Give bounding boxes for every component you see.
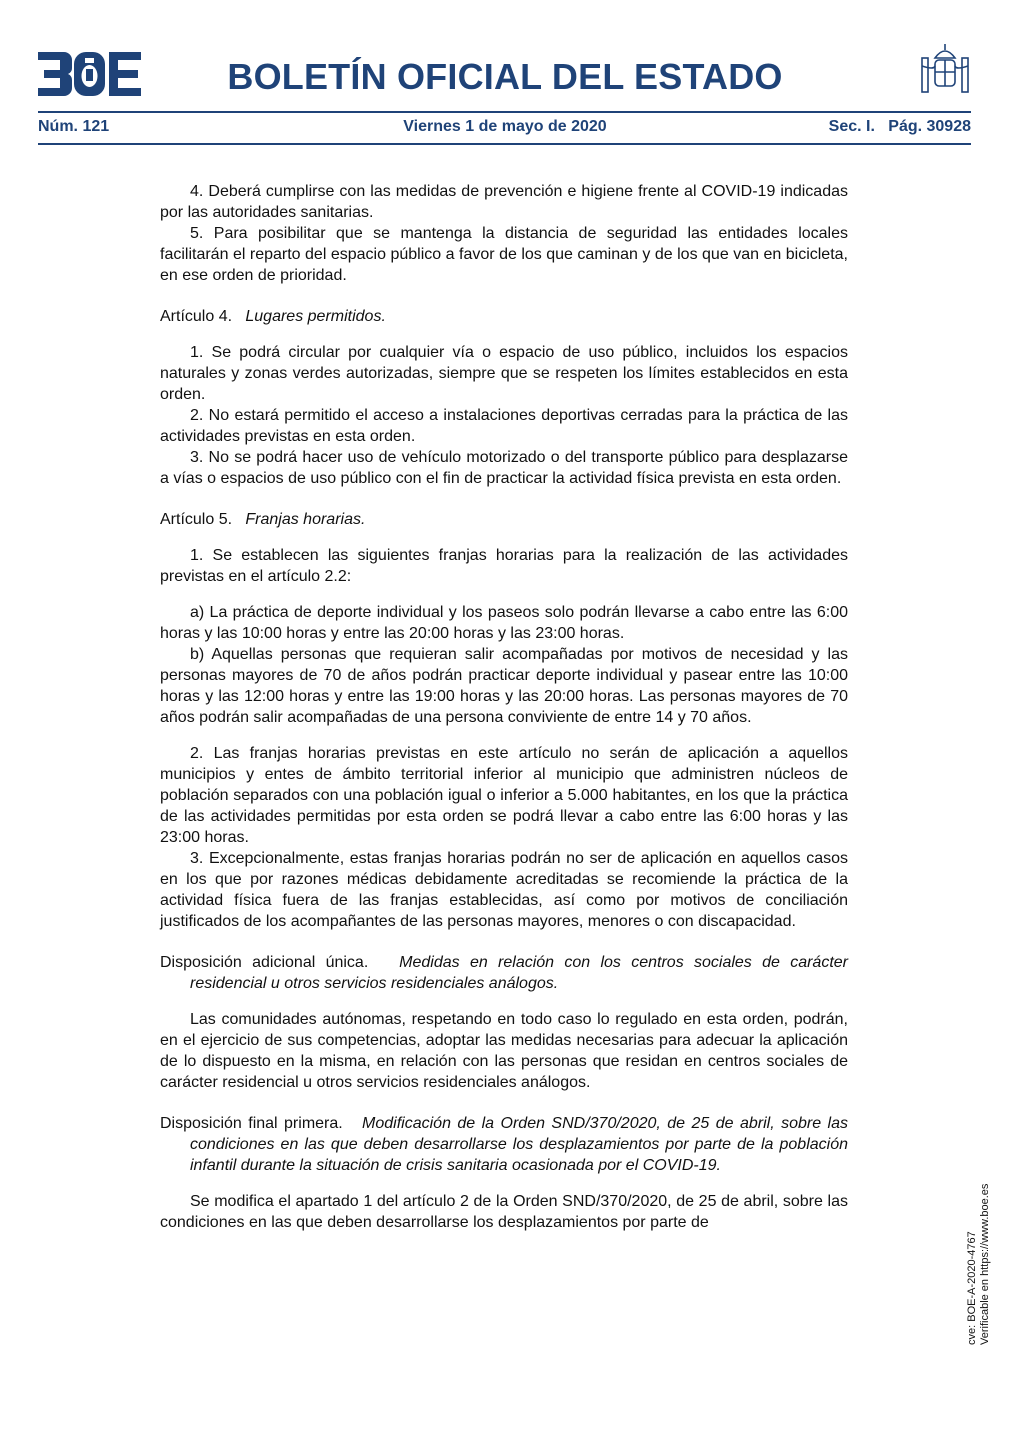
disposition-title: Modificación de la Orden SND/370/2020, de 25 de abril, sobre las condiciones en las que deben desarrollarse los desplazamientos por parte de la población infantil durante la situación de crisis sanitaria ocasionada por el COVID-19. [190,1115,848,1174]
issue-number: Núm. 121 [38,118,110,135]
paragraph: 4. Deberá cumplirse con las medidas de prevención e higiene frente al COVID-19 indicadas por las autoridades sanitarias. [160,183,848,221]
paragraph: 1. Se podrá circular por cualquier vía o espacio de uso público, incluidos los espacios naturales y zonas verdes autorizadas, siempre que se respeten los límites establecidos en esta orden. [160,344,848,403]
article-title: Franjas horarias. [245,511,366,528]
document-body [160,181,848,1233]
disposition-heading [160,952,848,994]
article-heading [160,306,848,327]
paragraph: Las comunidades autónomas, respetando en todo caso lo regulado en esta orden, podrán, en el ejercicio de sus competencias, adoptar las medidas necesarias para adecuar la aplicación de lo dispuesto en la misma, en relación con las personas que residan en centros sociales de carácter residencial u otros servicios residenciales análogos. [160,1011,848,1091]
page-number: Pág. 30928 [888,118,971,135]
paragraph: 1. Se establecen las siguientes franjas horarias para la realización de las actividades previstas en el artículo 2.2: [160,547,848,585]
paragraph: a) La práctica de deporte individual y los paseos solo podrán llevarse a cabo entre las 6:00 horas y las 10:00 horas y entre las 20:00 horas y las 23:00 horas. [160,604,848,642]
article-heading [160,509,848,530]
header-rule-bottom [38,143,971,145]
article-title: Lugares permitidos. [245,308,386,325]
article-label: Artículo 5. [160,511,233,528]
paragraph: b) Aquellas personas que requieran salir acompañadas por motivos de necesidad y las personas mayores de 70 de años podrán practicar deporte individual y pasear entre las 10:00 horas y las 12:00 horas y entre las 19:00 horas y las 20:00 horas. Las personas mayores de 70 años podrán salir acompañadas de una persona conviviente de entre 14 y 70 años. [160,646,848,726]
paragraph: 5. Para posibilitar que se mantenga la distancia de seguridad las entidades locales facilitarán el reparto del espacio público a favor de los que caminan y de los que van en bicicleta, en ese orden de prioridad. [160,225,848,284]
disposition-title: Medidas en relación con los centros sociales de carácter residencial u otros servicios residenciales análogos. [190,954,848,992]
cve-code: cve: BOE-A-2020-4767 [966,1231,978,1345]
verification-note [966,1184,992,1345]
header-rule-top [38,111,971,113]
paragraph: 3. Excepcionalmente, estas franjas horarias podrán no ser de aplicación en aquellos casos en los que por razones médicas debidamente acreditadas se recomiende la práctica de la actividad física fuera de las franjas establecidas, así como por motivos de conciliación justificados de los acompañantes de las personas mayores, menores o con discapacidad. [160,850,848,930]
paragraph: 3. No se podrá hacer uso de vehículo motorizado o del transporte público para desplazarse a vías o espacios de uso público con el fin de practicar la actividad física prevista en esta orden. [160,449,848,487]
article-label: Artículo 4. [160,308,233,325]
disposition-label: Disposición adicional única. [160,954,369,971]
coat-of-arms-icon [918,42,972,100]
disposition-heading [160,1113,848,1176]
verification-url: Verificable en https://www.boe.es [979,1183,991,1345]
disposition-label: Disposición final primera. [160,1115,343,1132]
paragraph: Se modifica el apartado 1 del artículo 2 de la Orden SND/370/2020, de 25 de abril, sobre las condiciones en las que deben desarrollarse los desplazamientos por parte de [160,1193,848,1231]
page-title: BOLETÍN OFICIAL DEL ESTADO [227,56,783,97]
section: Sec. I. [828,118,875,135]
issue-date: Viernes 1 de mayo de 2020 [403,118,607,135]
paragraph: 2. Las franjas horarias previstas en este artículo no serán de aplicación a aquellos municipios y entes de ámbito territorial inferior al municipio que administren núcleos de población separados con una población igual o inferior a 5.000 habitantes, en los que la práctica de las actividades permitidas por esta orden se podrá llevar a cabo entre las 6:00 horas y las 23:00 horas. [160,745,848,846]
paragraph: 2. No estará permitido el acceso a instalaciones deportivas cerradas para la práctica de las actividades previstas en esta orden. [160,407,848,445]
section-page [829,118,971,136]
